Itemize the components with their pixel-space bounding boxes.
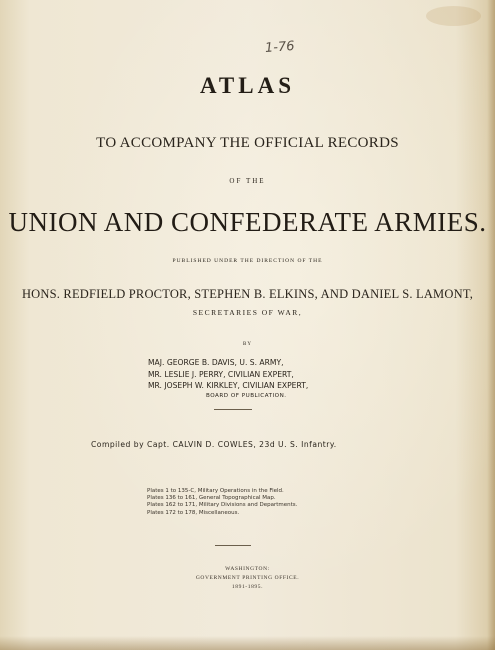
subtitle: TO ACCOMPANY THE OFFICIAL RECORDS — [96, 135, 399, 151]
board-member: MR. JOSEPH W. KIRKLEY, CIVILIAN EXPERT, — [148, 381, 309, 391]
board-member: MR. LESLIE J. PERRY, CIVILIAN EXPERT, — [148, 369, 294, 379]
divider-rule — [215, 545, 251, 546]
plates-item: Plates 172 to 178, Miscellaneous. — [147, 509, 240, 516]
divider-rule — [214, 409, 252, 410]
page-edge-bottom — [0, 636, 495, 650]
secretaries-of-war-text: SECRETARIES OF WAR, — [192, 308, 303, 317]
main-title: UNION AND CONFEDERATE ARMIES. — [8, 207, 487, 237]
published-under-text: PUBLISHED UNDER THE DIRECTION OF THE — [172, 258, 323, 264]
plates-item: Plates 162 to 171, Military Divisions and Departments. — [147, 502, 298, 509]
plates-list — [147, 488, 347, 517]
board-member: MAJ. GEORGE B. DAVIS, U. S. ARMY, — [148, 358, 284, 367]
imprint-city: WASHINGTON: — [225, 566, 270, 572]
atlas-title: ATLAS — [200, 73, 295, 98]
compiled-by-text: Compiled by Capt. CALVIN D. COWLES, 23d U. S. Infantry. — [91, 440, 337, 449]
of-the-text: OF THE — [229, 177, 266, 185]
imprint-years: 1891-1895. — [231, 584, 264, 590]
board-of-publication — [148, 357, 388, 401]
secretaries-names: HONS. REDFIELD PROCTOR, STEPHEN B. ELKINS, AND DANIEL S. LAMONT, — [21, 287, 474, 301]
plates-item: Plates 1 to 135-C, Military Operations in the Field. — [147, 488, 284, 494]
paper-stain — [426, 6, 481, 26]
plates-item: Plates 136 to 161, General Topographical Map. — [147, 495, 276, 502]
board-label: BOARD OF PUBLICATION. — [206, 392, 287, 399]
by-text: BY — [243, 342, 252, 347]
imprint-office: GOVERNMENT PRINTING OFFICE. — [195, 575, 300, 581]
handwritten-note: 1-76 — [264, 38, 296, 57]
